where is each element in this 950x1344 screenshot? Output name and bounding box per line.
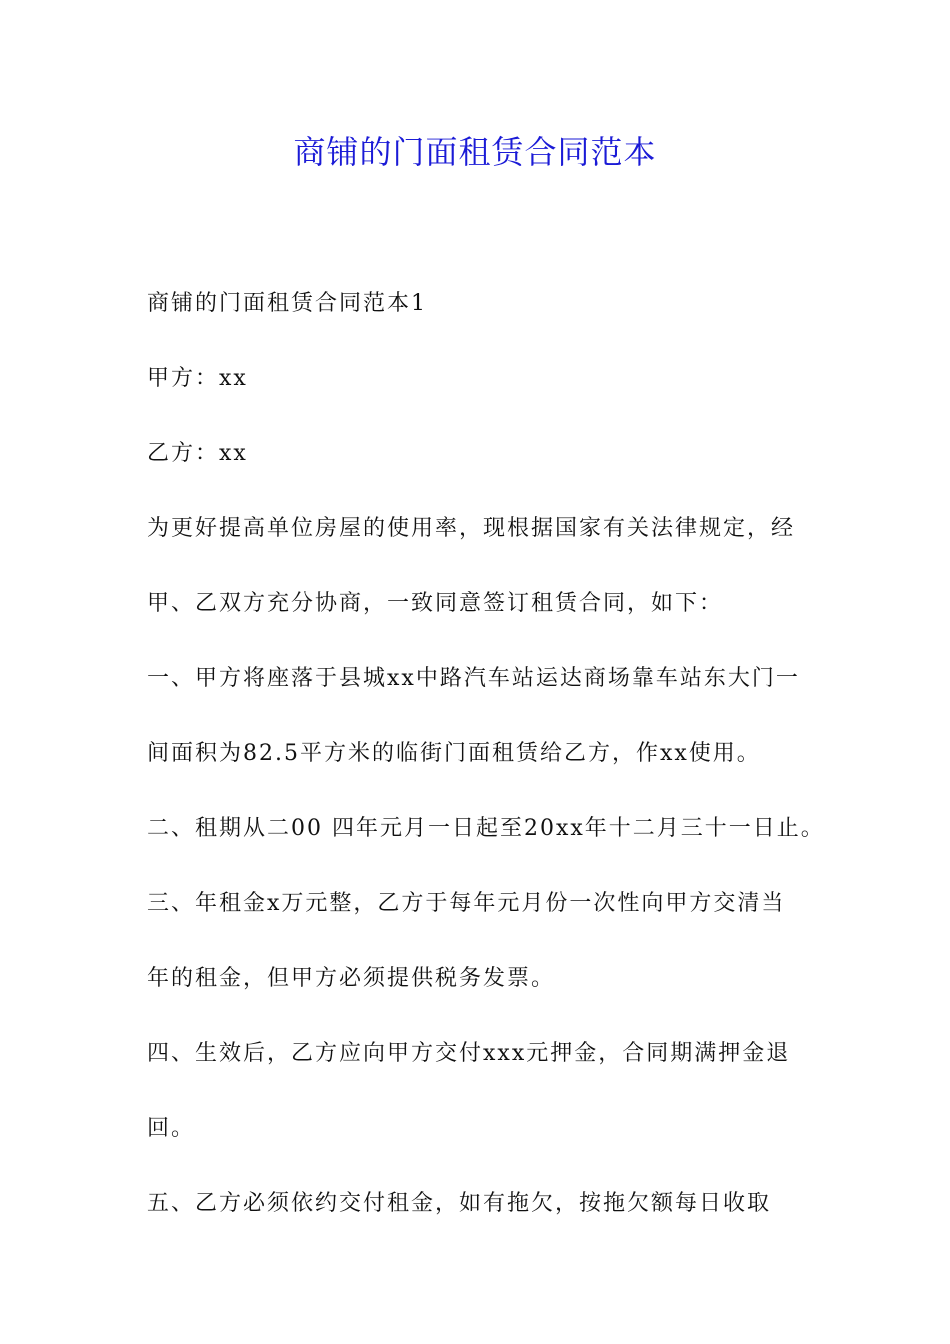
line-clause-4b: 回。 [147, 1116, 196, 1141]
document-body [147, 266, 825, 1241]
line-clause-3b: 年的租金，但甲方必须提供税务发票。 [147, 966, 556, 991]
line-clause-2: 二、租期从二00 四年元月一日起至20xx年十二月三十一日止。 [147, 816, 825, 841]
line-clause-5a: 五、乙方必须依约交付租金，如有拖欠，按拖欠额每日收取 [147, 1191, 772, 1216]
line-party-a: 甲方：xx [147, 366, 248, 391]
line-preamble-2: 甲、乙双方充分协商，一致同意签订租赁合同，如下： [147, 591, 724, 616]
line-party-b: 乙方：xx [147, 441, 248, 466]
document-title: 商铺的门面租赁合同范本 [293, 133, 657, 171]
line-clause-1b: 间面积为82.5平方米的临街门面租赁给乙方，作xx使用。 [147, 741, 761, 766]
line-section-heading: 商铺的门面租赁合同范本1 [147, 291, 427, 316]
line-clause-1a: 一、甲方将座落于县城xx中路汽车站运达商场靠车站东大门一 [147, 666, 800, 691]
line-clause-3a: 三、年租金x万元整，乙方于每年元月份一次性向甲方交清当 [147, 891, 786, 916]
line-clause-4a: 四、生效后，乙方应向甲方交付xxx元押金，合同期满押金退 [147, 1041, 791, 1066]
line-preamble-1: 为更好提高单位房屋的使用率，现根据国家有关法律规定，经 [147, 516, 796, 541]
